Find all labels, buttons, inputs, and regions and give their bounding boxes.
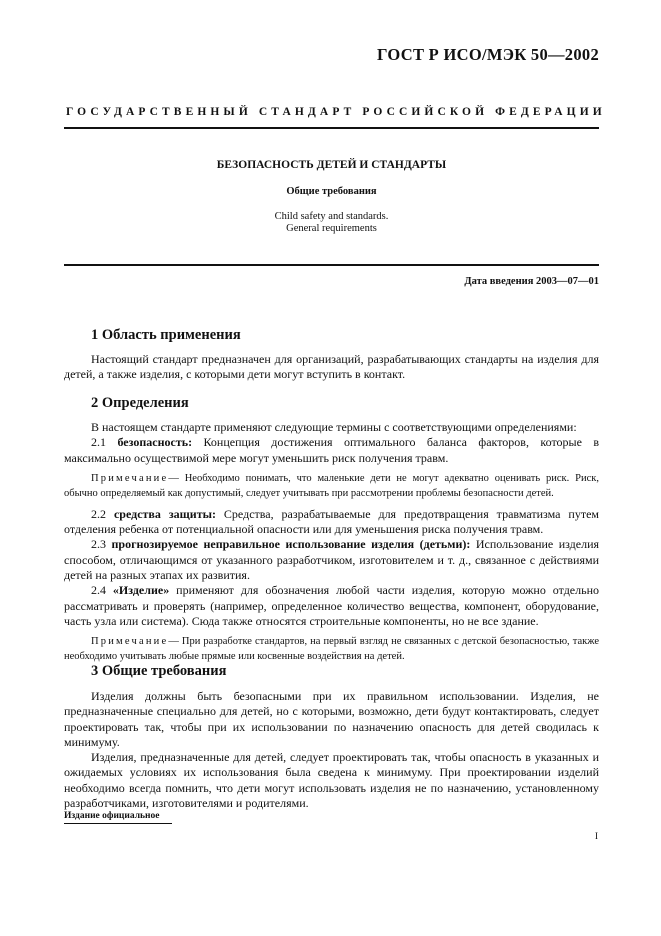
section-3-paragraph-2: Изделия, предназначенные для детей, следует проектировать так, чтобы опасность в указанных и ожидаемых условиях их использования была сведена к минимуму. При проектировании изделий необходимо всегда помнить, что дети могут использовать изделия не по назначению, установленному разработчиками, изготовителями и родителями. xyxy=(64,750,599,811)
document-title: БЕЗОПАСНОСТЬ ДЕТЕЙ И СТАНДАРТЫ xyxy=(216,159,447,171)
term-2-4 xyxy=(64,583,599,629)
note-2 xyxy=(64,634,599,664)
definitions-intro: В настоящем стандарте применяют следующие термины с соответствующими определениями: xyxy=(91,420,577,434)
note-text: — Необходимо понимать, что маленькие дети не могут адекватно оценивать риск. Риск, обычно определяемый как допустимый, следует учитывать при рассмотрении проблемы безопасности детей. xyxy=(64,472,599,499)
term-name: безопасность: xyxy=(117,435,193,450)
english-title-line1: Child safety and standards. xyxy=(274,211,389,222)
note-text: — При разработке стандартов, на первый взгляд не связанных с детской безопасностью, также необходимо учитывать любые прямые или косвенные воздействия на детей. xyxy=(64,636,599,663)
section-2-heading: 2 Определения xyxy=(91,395,189,411)
section-2-body xyxy=(64,420,599,664)
english-title xyxy=(64,211,599,235)
term-definition: Концепция достижения оптимального баланса факторов, которые в максимально осуществимой мере могут уменьшить риск получения травм. xyxy=(64,435,600,465)
term-definition: Средства, разрабатываемые для предотвращения травматизма путем отделения ребенка от потенциальной опасности или для уменьшения риска получения травм. xyxy=(64,506,599,537)
term-2-1 xyxy=(64,435,599,466)
official-edition-label: Издание официальное xyxy=(64,811,160,821)
note-1 xyxy=(64,471,599,501)
section-3-heading: 3 Общие требования xyxy=(91,663,227,679)
english-title-line2: General requirements xyxy=(286,223,377,234)
effective-date: Дата введения 2003—07—01 xyxy=(464,276,599,287)
note-label: Примечание xyxy=(91,636,169,648)
section-3-body xyxy=(64,689,599,811)
footer-divider xyxy=(64,823,172,824)
top-divider xyxy=(64,127,599,129)
state-standard-heading: ГОСУДАРСТВЕННЫЙ СТАНДАРТ РОССИЙСКОЙ ФЕДЕРАЦИИ xyxy=(66,106,606,118)
term-name: средства защиты: xyxy=(113,506,216,521)
term-definition: применяют для обозначения любой части изделия, которую можно отдельно рассматривать и проверять (например, определенное количество вещества, компонент, оборудование, часть узла или система). Сюда также относятся строительные компоненты, но не все здание. xyxy=(64,583,600,628)
section-3-paragraph-1: Изделия должны быть безопасными при их правильном использовании. Изделия, не предназначенные специально для детей, но с которыми, возможно, дети будут контактировать, следует проектировать так, чтобы при их использовании по назначению опасность для детей сводилась к минимуму. xyxy=(64,689,599,749)
term-number: 2.4 xyxy=(91,583,106,598)
section-1-body xyxy=(64,352,599,383)
page-number: I xyxy=(594,832,598,842)
term-number: 2.2 xyxy=(91,506,106,521)
section-1-heading: 1 Область применения xyxy=(91,327,241,343)
note-label: Примечание xyxy=(91,472,169,484)
term-definition: Использование изделия способом, отличающимся от указанного разработчиком, изготовителем и т. д., связанное с действиями детей на разных этапах их развития. xyxy=(64,537,600,583)
term-number: 2.3 xyxy=(91,537,106,552)
title-divider xyxy=(64,264,599,266)
term-2-3 xyxy=(64,537,599,583)
section-1-paragraph: Настоящий стандарт предназначен для организаций, разрабатывающих стандарты на изделия для детей, а также изделия, с которыми дети могут вступить в контакт. xyxy=(64,352,599,382)
document-code: ГОСТ Р ИСО/МЭК 50—2002 xyxy=(377,45,599,64)
term-name: прогнозируемое неправильное использование изделия (детьми): xyxy=(111,537,471,552)
term-number: 2.1 xyxy=(91,435,106,450)
term-2-2 xyxy=(64,507,599,538)
document-subtitle: Общие требования xyxy=(286,186,377,197)
term-name: «Изделие» xyxy=(112,583,170,598)
